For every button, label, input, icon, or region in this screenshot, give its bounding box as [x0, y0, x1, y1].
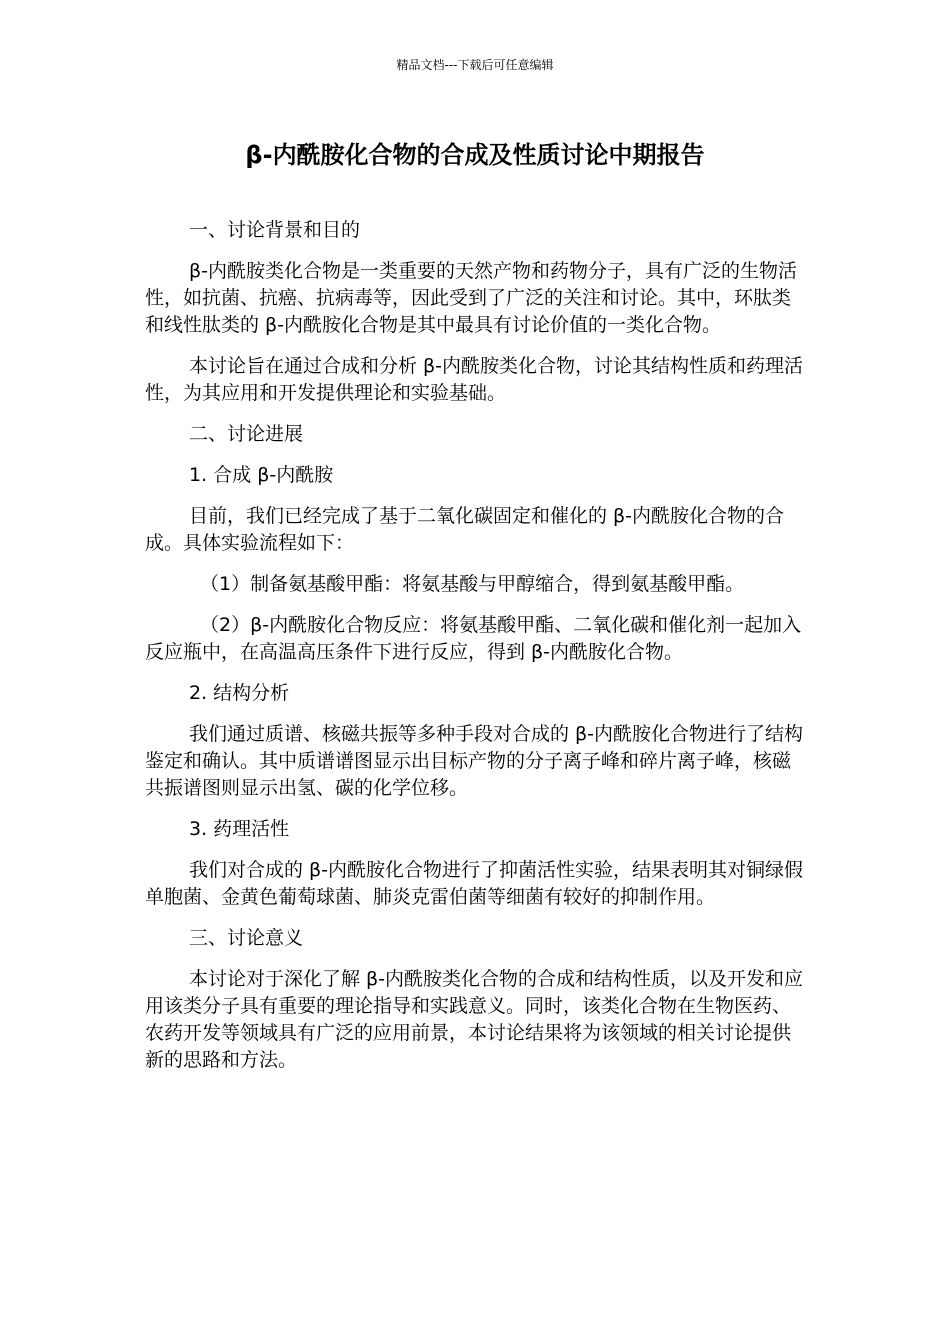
section-heading-progress: 二、讨论进展: [189, 423, 304, 445]
step-1: （1）制备氨基酸甲酯：将氨基酸与甲醇缩合，得到氨基酸甲酯。: [200, 573, 745, 595]
subheading-activity: 3. 药理活性: [189, 818, 290, 840]
paragraph-structure: 我们通过质谱、核磁共振等多种手段对合成的 β-内酰胺化合物进行了结构鉴定和确认。其中质谱谱图显示出目标产物的分子离子峰和碎片离子峰，核磁共振谱图则显示出氢、碳的化学位移。: [145, 723, 804, 799]
document-body: [145, 217, 807, 1074]
section-heading-significance: 三、讨论意义: [189, 927, 304, 949]
paragraph-synthesis: 目前，我们已经完成了基于二氧化碳固定和催化的 β-内酰胺化合物的合成。具体实验流程如下：: [145, 505, 785, 554]
subheading-synthesis: 1. 合成 β-内酰胺: [189, 464, 334, 486]
paragraph-purpose: 本讨论旨在通过合成和分析 β-内酰胺类化合物，讨论其结构性质和药理活性，为其应用和开发提供理论和实验基础。: [145, 355, 804, 404]
paragraph-background: β-内酰胺类化合物是一类重要的天然产物和药物分子，具有广泛的生物活性，如抗菌、抗癌、抗病毒等，因此受到了广泛的关注和讨论。其中，环肽类和线性肽类的 β-内酰胺化合物是其中最具有讨论价值的一类化合物。: [145, 260, 797, 336]
document-title: β-内酰胺化合物的合成及性质讨论中期报告: [245, 141, 705, 169]
header-note: 精品文档---下载后可任意编辑: [396, 58, 554, 72]
step-2: （2）β-内酰胺化合物反应：将氨基酸甲酯、二氧化碳和催化剂一起加入反应瓶中，在高温高压条件下进行反应，得到 β-内酰胺化合物。: [145, 614, 802, 663]
section-heading-background: 一、讨论背景和目的: [189, 219, 361, 241]
subheading-structure: 2. 结构分析: [189, 682, 290, 704]
paragraph-significance: 本讨论对于深化了解 β-内酰胺类化合物的合成和结构性质，以及开发和应用该类分子具有重要的理论指导和实践意义。同时，该类化合物在生物医药、农药开发等领域具有广泛的应用前景，本讨论结果将为该领域的相关讨论提供新的思路和方法。: [145, 968, 804, 1071]
paragraph-activity: 我们对合成的 β-内酰胺化合物进行了抑菌活性实验，结果表明其对铜绿假单胞菌、金黄色葡萄球菌、肺炎克雷伯菌等细菌有较好的抑制作用。: [145, 859, 804, 908]
